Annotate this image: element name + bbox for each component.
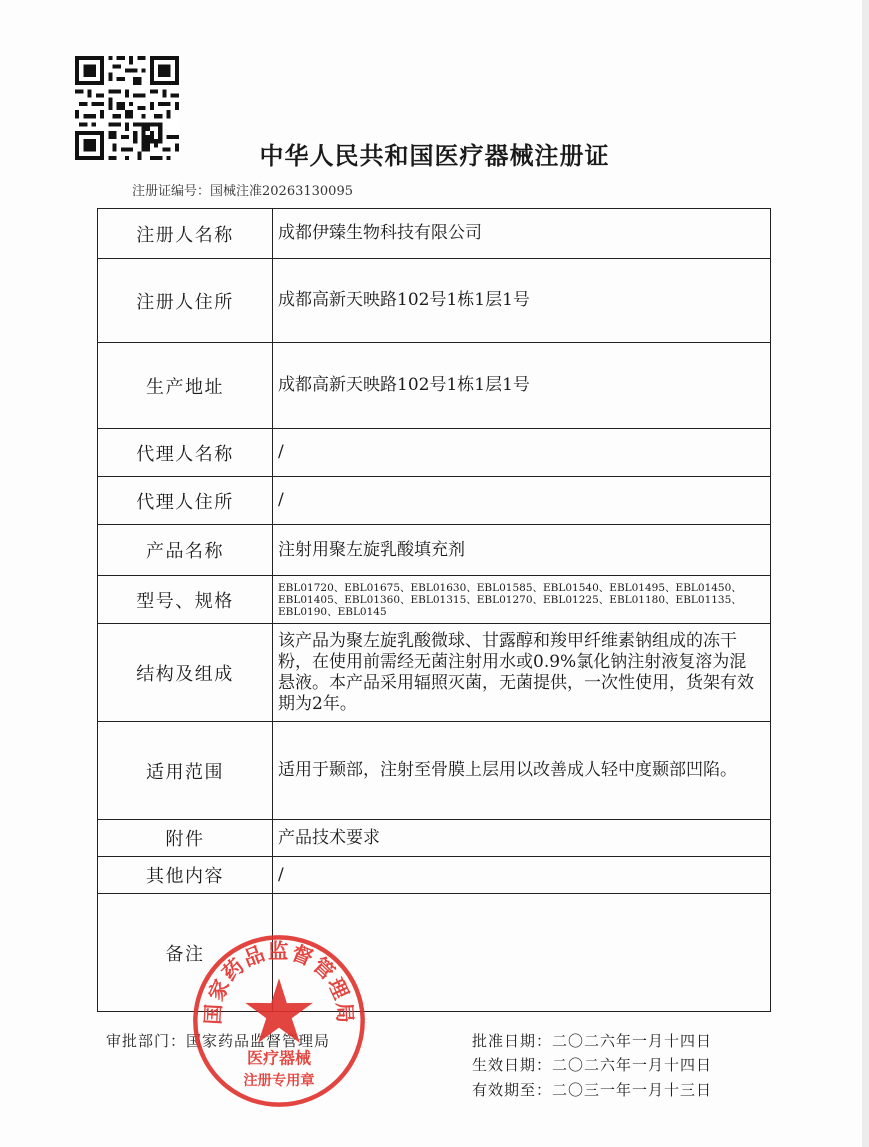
row-label: 生产地址 bbox=[98, 343, 273, 429]
expiry-date: 有效期至：二〇三一年一月十三日 bbox=[472, 1081, 713, 1099]
row-label: 附件 bbox=[98, 820, 273, 857]
certificate-title: 中华人民共和国医疗器械注册证 bbox=[259, 142, 610, 170]
row-label: 其他内容 bbox=[98, 857, 273, 894]
table-row bbox=[98, 429, 771, 477]
table-row bbox=[98, 722, 771, 820]
row-value: / bbox=[273, 477, 771, 525]
row-value: 该产品为聚左旋乳酸微球、甘露醇和羧甲纤维素钠组成的冻干粉，在使用前需经无菌注射用水或0.9%氯化钠注射液复溶为混悬液。本产品采用辐照灭菌，无菌提供，一次性使用，货架有效期为2年。 bbox=[273, 624, 771, 722]
approval-department-label: 审批部门： bbox=[106, 1032, 187, 1050]
seal-ring-text: 国家药品监督管理局 bbox=[200, 939, 358, 1026]
official-seal bbox=[190, 932, 368, 1110]
approval-department-value: 国家药品监督管理局 bbox=[186, 1032, 331, 1050]
row-label: 型号、规格 bbox=[98, 576, 273, 624]
row-value: / bbox=[273, 857, 771, 894]
registration-number: 注册证编号：国械注准20263130095 bbox=[132, 184, 353, 199]
table-row bbox=[98, 343, 771, 429]
row-label: 结构及组成 bbox=[98, 624, 273, 722]
star-icon bbox=[245, 978, 313, 1043]
row-value: 适用于颞部，注射至骨膜上层用以改善成人轻中度颞部凹陷。 bbox=[273, 722, 771, 820]
table-row bbox=[98, 624, 771, 722]
effective-date: 生效日期：二〇二六年一月十四日 bbox=[472, 1056, 713, 1074]
row-label: 适用范围 bbox=[98, 722, 273, 820]
table-row bbox=[98, 576, 771, 624]
row-label: 产品名称 bbox=[98, 525, 273, 576]
row-label: 注册人名称 bbox=[98, 209, 273, 259]
row-label: 代理人名称 bbox=[98, 429, 273, 477]
table-row bbox=[98, 820, 771, 857]
table-row bbox=[98, 209, 771, 259]
row-value: 注射用聚左旋乳酸填充剂 bbox=[273, 525, 771, 576]
certificate-table bbox=[97, 208, 771, 1012]
row-value: 成都伊臻生物科技有限公司 bbox=[273, 209, 771, 259]
row-value: 产品技术要求 bbox=[273, 820, 771, 857]
table-row bbox=[98, 477, 771, 525]
row-label: 代理人住所 bbox=[98, 477, 273, 525]
row-value: / bbox=[273, 429, 771, 477]
row-label: 注册人住所 bbox=[98, 259, 273, 343]
table-row bbox=[98, 857, 771, 894]
row-label: 备注 bbox=[98, 894, 273, 1012]
seal-line1: 医疗器械 bbox=[246, 1048, 312, 1068]
seal-line2: 注册专用章 bbox=[243, 1073, 315, 1090]
table-row bbox=[98, 525, 771, 576]
row-value: 成都高新天映路102号1栋1层1号 bbox=[273, 343, 771, 429]
row-value: EBL01720、EBL01675、EBL01630、EBL01585、EBL01540、EBL01495、EBL01450、EBL01405、EBL01360、EBL01315、EBL01270、EBL01225、EBL01180、EBL01135、EBL0190、EBL0145 bbox=[273, 576, 771, 624]
table-row bbox=[98, 259, 771, 343]
approval-date: 批准日期：二〇二六年一月十四日 bbox=[472, 1032, 713, 1050]
row-value: 成都高新天映路102号1栋1层1号 bbox=[273, 259, 771, 343]
